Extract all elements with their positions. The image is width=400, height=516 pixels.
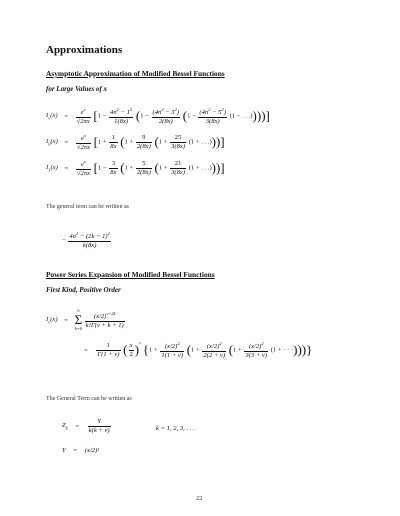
section-heading-asymptotic: Asymptotic Approximation of Modified Bessel Functions [46, 69, 225, 78]
subheading-first-kind: First Kind, Positive Order [46, 286, 121, 294]
equation-series-expanded: = $\frac{1}{\Gamma(1 + \nu)}$ ( $\frac{x}{2}$ )$^\nu$ {1 + $\frac{(x/2)^2}{1(1 + \nu)}$ (1 + $\frac{(x/2)^2}{2(2 + \nu)}$ (1 + $\frac{(x/2)^2}{3(3 + \nu)}$ (1 + · · ·)))} [84, 340, 313, 360]
equation-i-one: $I_1(x)$ = $\frac{e^x}{√2\pi x}$ [1 − $\frac{3}{8x}$ (1 + $\frac{5}{2(8x)}$ (1 + $\frac{21}{3(8x)}$ (1 + . . .)))] [46, 159, 225, 178]
equation-y: Y = (x/2)² [62, 447, 100, 454]
general-term-text-2: The General Term can be written as [46, 396, 132, 402]
general-term-text-1: The general term can be written as [46, 204, 129, 210]
equation-i-nu-asymptotic: $I_\nu(x)$ = $\frac{e^x}{√2\pi x}$ [1 − $\frac{4n^2 - 1^2}{1(8x)}$ (1 − $\frac{(4n^2 - 3^2)}{2(8x)}$ (1 − $\frac{(4n^2 - 5^2)}{3(8x)}$ (1 − . . .))))] [46, 107, 270, 126]
section-heading-power-series: Power Series Expansion of Modified Bessel Functions [46, 270, 215, 279]
equation-general-term-asymptotic: − $\frac{4n^2 - (2k - 1)^2}{k(8x)}$ [62, 231, 110, 250]
equation-i-nu-series: $I_\nu(x)$ = ∞ Σ k=0 $\frac{(x/2)^{\nu+2k}}{k!\Gamma(\nu + k + 1)}$ [46, 308, 124, 331]
subheading-large-x: for Large Values of x [46, 85, 108, 93]
page-title: Approximations [46, 44, 123, 56]
equation-z-k: $Z_k$ = $\frac{Y}{k(k + \nu)}$ [62, 418, 110, 434]
equation-k-range: k = 1, 2, 3, . . . [156, 425, 195, 432]
y-definition: (x/2)² [84, 447, 100, 454]
page-number: 22 [196, 495, 203, 502]
equation-i-zero: $I_0(x)$ = $\frac{e^x}{√2\pi x}$ [1 + $\frac{1}{8x}$ (1 + $\frac{9}{2(8x)}$ (1 + $\frac{25}{3(8x)}$ (1 + . . .)))] [46, 133, 225, 152]
